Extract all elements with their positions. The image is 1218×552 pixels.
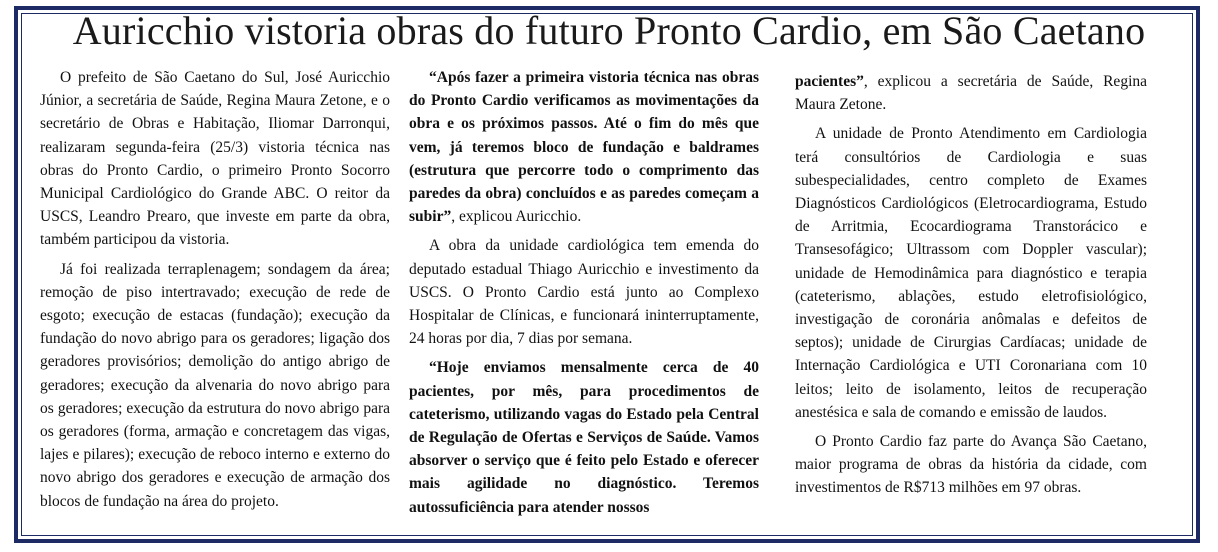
paragraph: A unidade de Pronto Atendimento em Cardiologia terá consultórios de Cardiologia e suas subespecialidades, centro completo de Exames Diagnósticos Cardiológicos (Eletrocardiograma, Estudo de Arritmia, Ecocardiograma Transtorácico e Transesofágico; Ultrassom com Doppler vascular); unidade de Hemodinâmica para diagnóstico e terapia (cateterismo, ablações, estudo eletrofisiológico, investigação de coronária anômalas e defeitos de septos); unidade de Cirurgias Cardíacas; unidade de Internação Cardiológica e UTI Coronariana com 10 leitos; leito de isolamento, leitos de recuperação anestésica e sala de comando e emissão de laudos. [795,125,1147,421]
paragraph: A obra da unidade cardiológica tem emenda do deputado estadual Thiago Auricchio e investimento da USCS. O Pronto Cardio está junto ao Complexo Hospitalar de Clínicas, e funcionará ininterruptamente, 24 horas por dia, 7 dias por semana. [409,237,759,348]
article-headline: Auricchio vistoria obras do futuro Pronto Cardio, em São Caetano [72,8,1146,53]
quote-text: “Após fazer a primeira vistoria técnica nas obras do Pronto Cardio verificamos as movimentações da obra e os próximos passos. Até o fim do mês que vem, já teremos bloco de fundação e baldrames (estrutura que percorre todo o comprimento das paredes da obra) concluídos e as paredes começam a subir” [409,69,759,226]
quote-paragraph [409,356,759,518]
quote-attribution: , explicou Auricchio. [451,208,582,226]
paragraph: Já foi realizada terraplenagem; sondagem da área; remoção de piso intertravado; execução de rede de esgoto; execução de estacas (fundação); execução da fundação do novo abrigo para os geradores; ligação dos geradores provisórios; demolição do antigo abrigo de geradores; execução da alvenaria do novo abrigo para os geradores; execução da estrutura do novo abrigo para os geradores (forma, armação e concretagem das vigas, lajes e pilares); execução de reboco interno e externo do novo abrigo dos geradores e execução de armação dos blocos de fundação na área do projeto. [40,260,390,510]
quote-text: “Hoje enviamos mensalmente cerca de 40 pacientes, por mês, para procedimentos de cateterismo, utilizando vagas do Estado pela Central de Regulação de Ofertas e Serviços de Saúde. Vamos absorver o serviço que é feito pelo Estado e oferecer mais agilidade no diagnóstico. Teremos autossuficiência para atender nossos [409,359,759,516]
quote-text: pacientes” [795,73,864,90]
quote-continuation [795,70,1147,116]
paragraph: O prefeito de São Caetano do Sul, José Auricchio Júnior, a secretária de Saúde, Regina Maura Zetone, e o secretário de Obras e Habitação, Iliomar Darronqui, realizaram segunda-feira (25/3) vistoria técnica nas obras do Pronto Cardio, o primeiro Pronto Socorro Municipal Cardiológico do Grande ABC. O reitor da USCS, Leandro Prearo, que investe em parte da obra, também participou da vistoria. [40,69,390,249]
quote-paragraph [409,66,759,228]
column-2 [409,66,759,525]
quote-attribution: , explicou a secretária de Saúde, Regina Maura Zetone. [795,73,1147,114]
column-1 [40,66,390,519]
column-3 [795,70,1147,506]
paragraph: O Pronto Cardio faz parte do Avança São Caetano, maior programa de obras da história da cidade, com investimentos de R$713 milhões em 97 obras. [795,433,1147,497]
